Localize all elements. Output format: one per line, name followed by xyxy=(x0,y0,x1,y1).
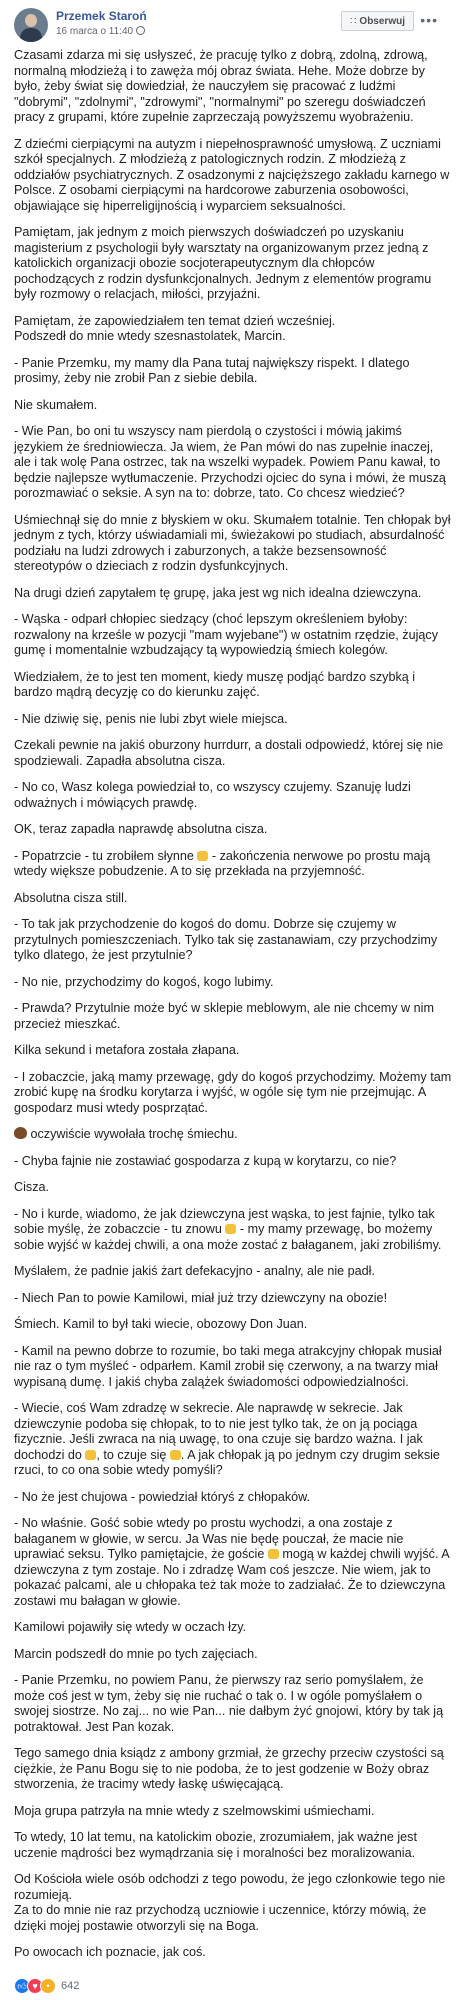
post-paragraph: Śmiech. Kamil to był taki wiecie, obozowy Don Juan. xyxy=(14,1317,308,1331)
hand-gesture-icon xyxy=(268,1549,279,1559)
post-paragraph: Kilka sekund i metafora została złapana. xyxy=(14,1043,240,1057)
reaction-count: 642 xyxy=(61,1980,80,1992)
follow-label: Obserwuj xyxy=(359,16,405,27)
post-paragraph: - Chyba fajnie nie zostawiać gospodarza z kupą w korytarzu, co nie? xyxy=(14,1153,397,1168)
reactions-bar[interactable] xyxy=(14,1978,79,1994)
post-paragraph: Pamiętam, że zapowiedziałem ten temat dzień wcześniej. Podszedł do mnie wtedy szesnastolatek, Marcin. xyxy=(14,313,336,343)
love-reaction-icon: ♥ xyxy=(27,1978,43,1994)
wow-reaction-icon: • xyxy=(40,1978,56,1994)
post-paragraph: - To tak jak przychodzenie do kogoś do domu. Dobrze się czujemy w przytulnych pomieszczeniach. Tylko tak się zastanawiam, czy przychodzimy tylko dlatego, że jest przytulnie? xyxy=(14,917,438,962)
hand-gesture-icon xyxy=(85,1450,96,1460)
post-body xyxy=(14,48,452,1961)
author-name[interactable]: Przemek Staroń xyxy=(56,9,147,23)
post-paragraph: - No nie, przychodzimy do kogoś, kogo lubimy. xyxy=(14,974,274,989)
post-header xyxy=(14,8,452,48)
post-paragraph: Myślałem, że padnie jakiś żart defekacyjno - analny, ale nie padł. xyxy=(14,1264,375,1278)
post-paragraph: - No i kurde, wiadomo, że jak dziewczyna jest wąska, to jest fajnie, tylko tak sobie myślę, że zobaczcie - tu znowu - my mamy przewagę, bo możemy sobie wyjść w każdej chwili, a ona może zostać z bałaganem, jaki zrobiliśmy. xyxy=(14,1206,442,1252)
post-paragraph: OK, teraz zapadła naprawdę absolutna cisza. xyxy=(14,822,268,836)
poo-icon xyxy=(14,1127,27,1139)
post-paragraph: Od Kościoła wiele osób odchodzi z tego powodu, że jego członkowie tego nie rozumieją. Za to do mnie nie raz przychodzą uczniowie i uczennice, którzy mówią, że dzięki mojej postawie otworzyli się na Boga. xyxy=(14,1872,446,1933)
follow-button[interactable] xyxy=(341,11,414,31)
post-date[interactable]: 16 marca o 11:40 xyxy=(56,26,134,37)
post-paragraph: - Wąska - odparł chłopiec siedzący (choć lepszym określeniem byłoby: rozwalony na krześle w pozycji "mam wyjebane") w ostatnim rzędzie, żujący gumę i momentalnie wzbudzający tą wypowiedzią śmiech kolegów. xyxy=(14,612,438,657)
post-paragraph: To wtedy, 10 lat temu, na katolickim obozie, zrozumiałem, jak ważne jest uczenie mądrości bez wymądrzania się i moralności bez moralizowania. xyxy=(14,1830,417,1860)
post-meta xyxy=(56,26,145,37)
post-paragraph: - Popatrzcie - tu zrobiłem słynne - zakończenia nerwowe po prostu mają wtedy większe pobudzenie. A to się przekłada na przyjemność. xyxy=(14,848,431,878)
like-reaction-icon: 👍︎ xyxy=(14,1978,30,1994)
rss-icon: ∷ xyxy=(350,16,357,27)
post-paragraph: - Panie Przemku, my mamy dla Pana tutaj największy rispekt. I dlatego prosimy, żeby nie zrobił Pan z siebie debila. xyxy=(14,355,410,385)
post-paragraph: - No co, Wasz kolega powiedział to, co wszyscy czujemy. Szanuję ludzi odważnych i mówiących prawdę. xyxy=(14,780,411,810)
post-paragraph: Uśmiechnął się do mnie z błyskiem w oku. Skumałem totalnie. Ten chłopak był jednym z tych, którzy uświadamiali mi, świeżakowi po studiach, absurdalność podziału na ludzi zdrowych i zaburzonych, a także bezsensowność stereotypów o dzieciach z rodzin dysfunkcyjnych. xyxy=(14,512,451,573)
post-paragraph: Wiedziałem, że to jest ten moment, kiedy muszę podjąć bardzo szybką i bardzo mądrą decyzję co do kierunku zajęć. xyxy=(14,669,416,699)
post-paragraph: Kamilowi pojawiły się wtedy w oczach łzy. xyxy=(14,1620,247,1634)
post-paragraph: Czasami zdarza mi się usłyszeć, że pracuję tylko z dobrą, zdolną, zdrową, normalną młodzieżą i to zawęża mój obraz świata. Hehe. Może dobrze by było, żeby świat się dowiedział, że nauczyłem się pracować z ludźmi "dobrymi", "zdolnymi", "zdrowymi", "normalnymi" po szeregu doświadczeń pracy z grupami, które zupełnie zaprzeczają powyższemu wyobrażeniu. xyxy=(14,48,428,124)
post-paragraph: - No właśnie. Gość sobie wtedy po prostu wychodzi, a ona zostaje z bałaganem w głowie, w sercu. Ja Was nie będę pouczał, że macie nie uprawiać seksu. Tylko pamiętajcie, że goście mogą w każdej chwili wyjść. A dziewczyna z tym zostaje. No i zdradzę Wam coś jeszcze. Nie wiem, jak to pokazać palcami, ale u chłopaka też tak może to zadziałać. Że to dziewczyna zostawi mu bałagan w głowie. xyxy=(14,1516,449,1608)
post-paragraph: Tego samego dnia ksiądz z ambony grzmiał, że grzechy przeciw czystości są ciężkie, że Panu Bogu się to nie podoba, że to jest godzenie w Boży obraz stworzenia, że tracimy wtedy łaskę uświęcającą. xyxy=(14,1746,444,1791)
hand-gesture-icon xyxy=(170,1450,181,1460)
post-paragraph: oczywiście wywołała trochę śmiechu. xyxy=(14,1127,452,1143)
post-paragraph: Marcin podszedł do mnie po tych zajęciach. xyxy=(14,1646,258,1661)
post-paragraph: - Prawda? Przytulnie może być w sklepie meblowym, ale nie chcemy w nim przecież mieszkać. xyxy=(14,1001,434,1031)
post-paragraph: Cisza. xyxy=(14,1180,49,1194)
post-paragraph: Z dziećmi cierpiącymi na autyzm i niepełnosprawność umysłową. Z uczniami szkół specjalnych. Z młodzieżą z patologicznych rodzin. Z młodzieżą z oddziałów psychiatrycznych. Z osadzonymi z najcięższego zakładu karnego w Polsce. Z osobami cierpiącymi na hardcorowe zaburzenia osobowości, objawiające się hiperreligijnością i wyparciem seksualności. xyxy=(14,136,450,213)
hand-gesture-icon xyxy=(225,1224,236,1234)
post-paragraph: - Nie dziwię się, penis nie lubi zbyt wiele miejsca. xyxy=(14,711,288,726)
post-paragraph: Na drugi dzień zapytałem tę grupę, jaka jest wg nich idealna dziewczyna. xyxy=(14,585,422,600)
post-paragraph: Po owocach ich poznacie, jak coś. xyxy=(14,1945,206,1959)
hand-gesture-icon xyxy=(197,851,208,861)
post-paragraph: - Kamil na pewno dobrze to rozumie, bo taki mega atrakcyjny chłopak musiał nie raz o tym myśleć - odparłem. Kamil zrobił się czerwony, a na twarzy miał wypisaną dumę. I jakiś chyba zalążek świadomości odpowiedzialności. xyxy=(14,1343,442,1389)
more-options-icon[interactable]: ••• xyxy=(420,12,438,28)
post-paragraph: Absolutna cisza still. xyxy=(14,890,128,905)
post-paragraph: Pamiętam, jak jednym z moich pierwszych doświadczeń po uzyskaniu magisterium z psychologii były warsztaty na organizowanym przez jedną z katolickich organizacji obozie socjoterapeutycznym dla chłopców pochodzących z rodzin dysfunkcjonalnych. Jednym z elementów programu były rozmowy o relacjach, miłości, przyjaźni. xyxy=(14,225,432,301)
post-paragraph: - Panie Przemku, no powiem Panu, że pierwszy raz serio pomyślałem, że może coś jest w tym, żeby się nie ruchać o tak o. I w ogóle pomyślałem o swojej siostrze. No zaj... no wie Pan... nie dałbym żyć gnojowi, który by tak ją potraktował. Jest Pan kozak. xyxy=(14,1673,444,1734)
post-paragraph: - Wie Pan, bo oni tu wszyscy nam pierdolą o czystości i mówią jakimś językiem że średniowiecza. Ja wiem, że Pan mówi do nas zupełnie inaczej, ale i tak wolę Pana ostrzec, tak na wszelki wypadek. Powiem Panu kawał, to będzie najlepsze wytłumaczenie. Przychodzi ojciec do syna i mówi, że muszą porozmawiać o seksie. A syn na to: dobrze, tato. Co chcesz wiedzieć? xyxy=(14,424,446,500)
globe-icon xyxy=(136,26,145,35)
post-paragraph: - Wiecie, coś Wam zdradzę w sekrecie. Ale naprawdę w sekrecie. Jak dziewczynie podoba się chłopak, to to nie jest tylko tak, że on ją pociąga fizycznie. Jeśli zwraca na nią uwagę, to ona czuje się bardzo ważna. I jak dochodzi do , to czuje się . A jak chłopak ją po jednym czy drugim seksie rzuci, to co ona sobie wtedy pomyśli? xyxy=(14,1401,440,1477)
post-paragraph: Moja grupa patrzyła na mnie wtedy z szelmowskimi uśmiechami. xyxy=(14,1803,375,1818)
avatar[interactable] xyxy=(14,8,48,42)
post-paragraph: - I zobaczcie, jaką mamy przewagę, gdy do kogoś przychodzimy. Możemy tam zrobić kupę na środku korytarza i wyjść, w ogóle się tym nie przejmując. A gospodarz musi wtedy posprzątać. xyxy=(14,1069,452,1115)
post-paragraph: Nie skumałem. xyxy=(14,397,98,412)
post-paragraph: Czekali pewnie na jakiś oburzony hurrdurr, a dostali odpowiedź, której się nie spodziewali. Zapadła absolutna cisza. xyxy=(14,738,444,768)
avatar-head xyxy=(25,14,37,27)
avatar-body xyxy=(20,28,42,42)
post-paragraph: - No że jest chujowa - powiedział któryś z chłopaków. xyxy=(14,1489,311,1504)
post-paragraph: - Niech Pan to powie Kamilowi, miał już trzy dziewczyny na obozie! xyxy=(14,1290,388,1305)
